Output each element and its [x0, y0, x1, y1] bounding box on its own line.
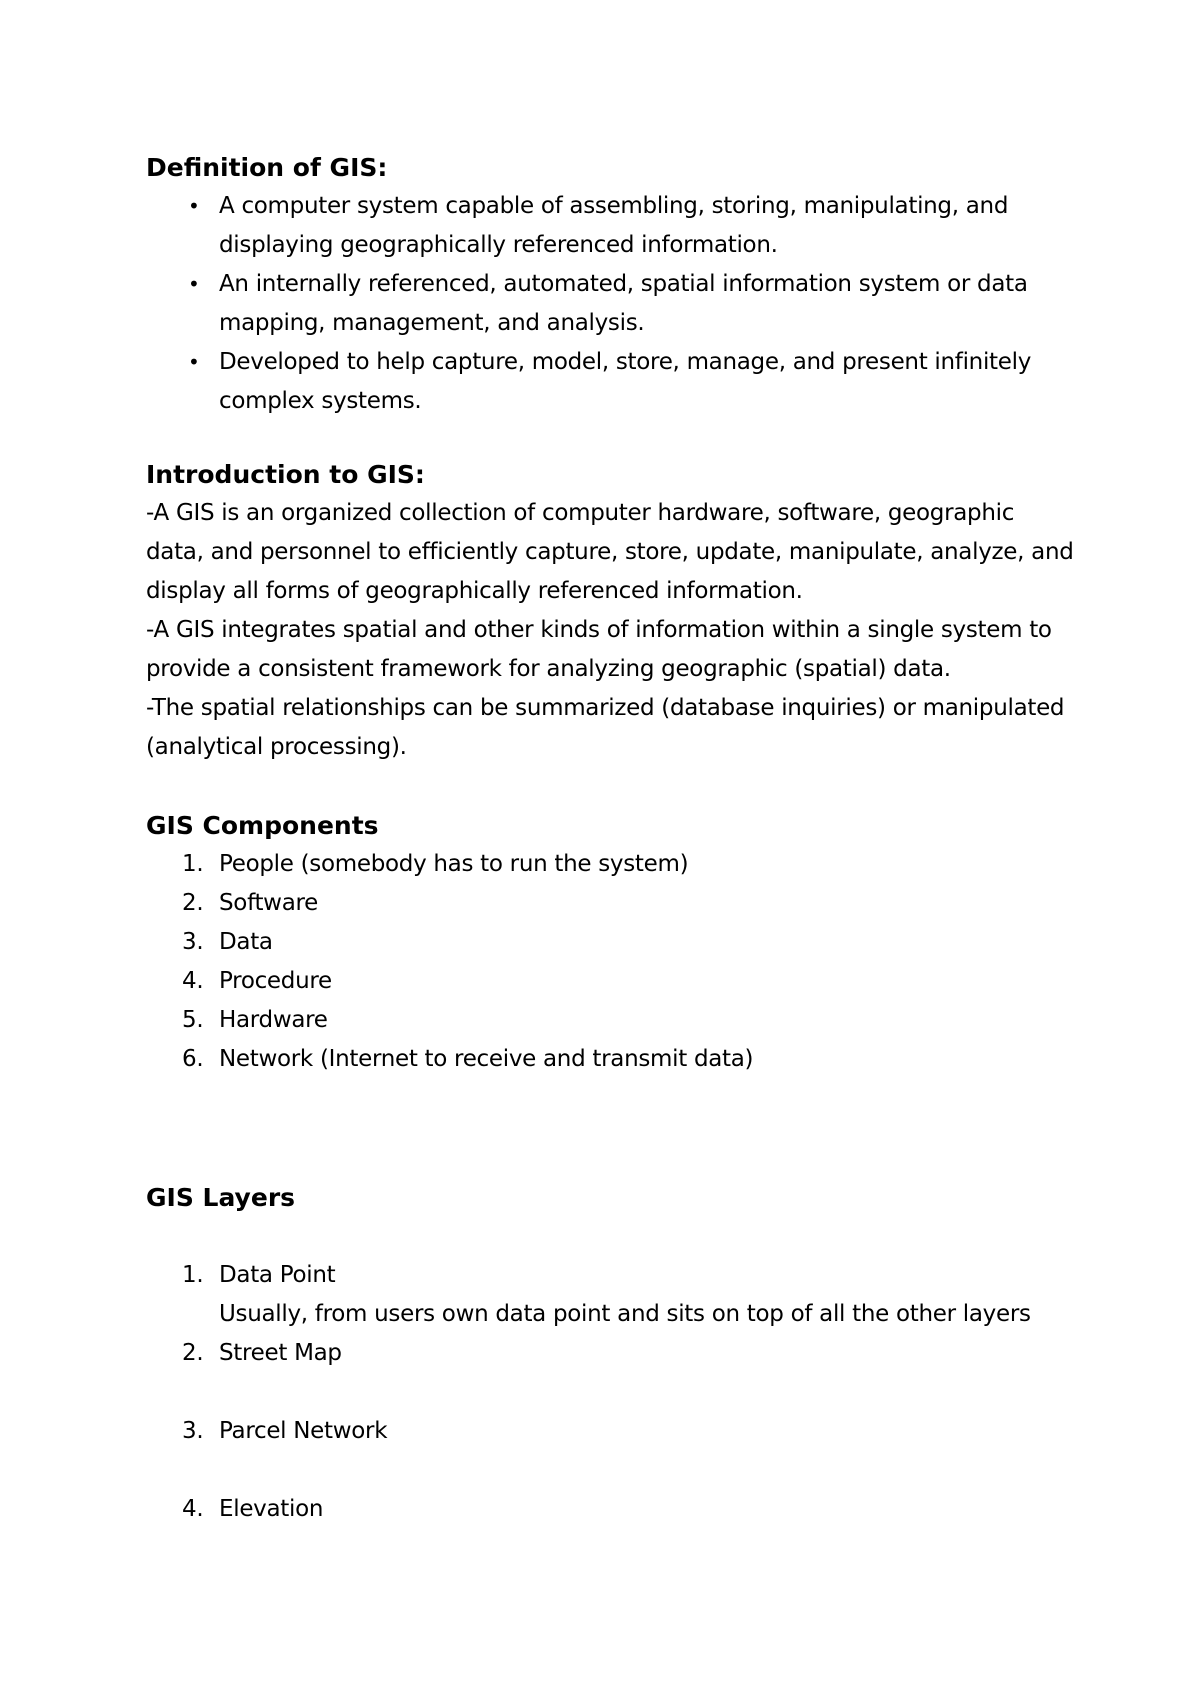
definition-bullet-list: [146, 187, 1076, 421]
component-text: Data: [219, 929, 273, 955]
list-item: [146, 1256, 1076, 1334]
list-item: [146, 923, 1076, 962]
bullet-text: Developed to help capture, model, store, manage, and present infinitely complex systems.: [219, 349, 1032, 414]
definition-section: [146, 148, 1076, 421]
list-item: [146, 884, 1076, 923]
introduction-section: [146, 455, 1076, 767]
layer-label: Elevation: [219, 1496, 324, 1522]
layer-description: Usually, from users own data point and sits on top of all the other layers: [219, 1301, 1031, 1327]
component-text: Hardware: [219, 1007, 328, 1033]
item-number: 2.: [182, 890, 204, 916]
item-number: 5.: [182, 1007, 204, 1033]
list-item: [146, 1040, 1076, 1079]
list-item: [146, 1334, 1076, 1373]
list-item: [146, 187, 1076, 265]
component-text: Software: [219, 890, 318, 916]
list-item: [146, 1490, 1076, 1529]
introduction-paragraph: -The spatial relationships can be summarized (database inquiries) or manipulated (analytical processing).: [146, 695, 1065, 760]
item-number: 2.: [182, 1340, 204, 1366]
component-text: Procedure: [219, 968, 332, 994]
components-section: [146, 806, 1076, 1079]
bullet-icon: •: [188, 194, 200, 218]
bullet-icon: •: [188, 272, 200, 296]
layer-label: Data Point: [219, 1262, 336, 1288]
list-item: [146, 343, 1076, 421]
bullet-icon: •: [188, 350, 200, 374]
components-list: [146, 845, 1076, 1079]
list-item: [146, 265, 1076, 343]
item-number: 1.: [182, 1262, 204, 1288]
list-item: [146, 1001, 1076, 1040]
component-text: Network (Internet to receive and transmit data): [219, 1046, 754, 1072]
list-item: [146, 962, 1076, 1001]
item-number: 4.: [182, 1496, 204, 1522]
definition-heading: Definition of GIS:: [146, 153, 388, 182]
introduction-heading: Introduction to GIS:: [146, 460, 425, 489]
item-number: 6.: [182, 1046, 204, 1072]
item-number: 3.: [182, 929, 204, 955]
layers-heading: GIS Layers: [146, 1183, 296, 1212]
document-page: [146, 148, 1076, 1529]
layers-section: [146, 1178, 1076, 1529]
item-number: 4.: [182, 968, 204, 994]
item-number: 3.: [182, 1418, 204, 1444]
layer-label: Parcel Network: [219, 1418, 388, 1444]
list-item: [146, 845, 1076, 884]
introduction-paragraph: -A GIS is an organized collection of computer hardware, software, geographic data, and personnel to efficiently capture, store, update, manipulate, analyze, and display all forms of geographically referenced information.: [146, 500, 1074, 604]
bullet-text: A computer system capable of assembling, storing, manipulating, and displaying geographically referenced information.: [219, 193, 1009, 258]
introduction-paragraph: -A GIS integrates spatial and other kinds of information within a single system to provide a consistent framework for analyzing geographic (spatial) data.: [146, 617, 1052, 682]
layer-label: Street Map: [219, 1340, 342, 1366]
item-number: 1.: [182, 851, 204, 877]
bullet-text: An internally referenced, automated, spatial information system or data mapping, management, and analysis.: [219, 271, 1028, 336]
layers-list: [146, 1256, 1076, 1529]
component-text: People (somebody has to run the system): [219, 851, 689, 877]
list-item: [146, 1412, 1076, 1451]
components-heading: GIS Components: [146, 811, 379, 840]
